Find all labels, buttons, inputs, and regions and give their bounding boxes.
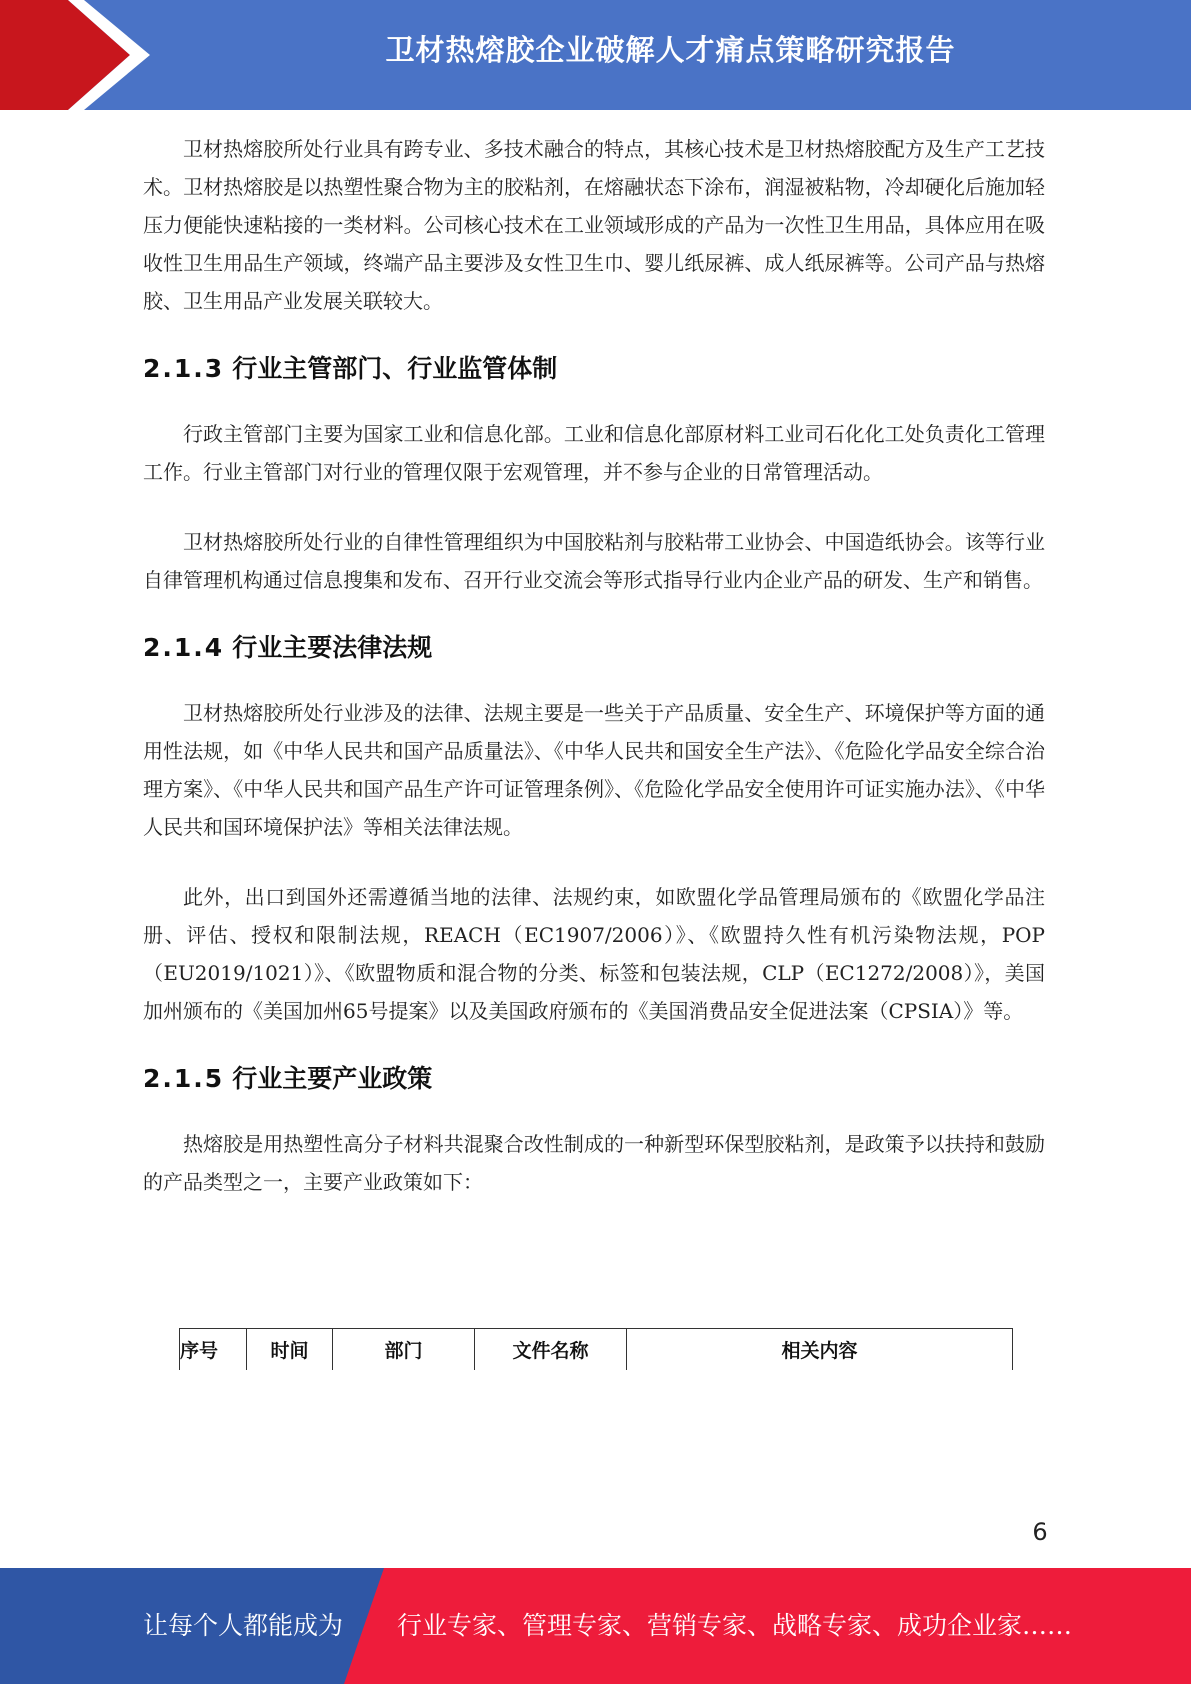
col-header-department: 部门 — [333, 1329, 475, 1371]
paragraph: 卫材热熔胶所处行业涉及的法律、法规主要是一些关于产品质量、安全生产、环境保护等方面的通用性法规，如《中华人民共和国产品质量法》、《中华人民共和国安全生产法》、《危险化学品安全综合治理方案》、《中华人民共和国产品生产许可证管理条例》、《危险化学品安全使用许可证实施办法》、《中华人民共和国环境保护法》等相关法律法规。 — [143, 701, 1045, 839]
col-header-time: 时间 — [247, 1329, 333, 1371]
section-number: 2.1.3 — [143, 354, 225, 383]
page-footer — [0, 1568, 1191, 1684]
col-header-document-name: 文件名称 — [475, 1329, 627, 1371]
paragraph: 行政主管部门主要为国家工业和信息化部。工业和信息化部原材料工业司石化化工处负责化工管理工作。行业主管部门对行业的管理仅限于宏观管理，并不参与企业的日常管理活动。 — [143, 422, 1045, 484]
paragraph: 此外，出口到国外还需遵循当地的法律、法规约束，如欧盟化学品管理局颁布的《欧盟化学品注册、评估、授权和限制法规，REACH（EC1907/2006）》、《欧盟持久性有机污染物法规，POP（EU2019/1021）》、《欧盟物质和混合物的分类、标签和包装法规，CLP（EC1272/2008）》，美国加州颁布的《美国加州65号提案》以及美国政府颁布的《美国消费品安全促进法案（CPSIA）》等。 — [143, 885, 1045, 1023]
table-header-row — [180, 1329, 1013, 1371]
section-title: 行业主要法律法规 — [232, 633, 433, 662]
section-heading-2-1-4 — [143, 628, 1045, 664]
paragraph: 热熔胶是用热塑性高分子材料共混聚合改性制成的一种新型环保型胶粘剂，是政策予以扶持和鼓励的产品类型之一，主要产业政策如下： — [143, 1132, 1045, 1194]
col-header-content: 相关内容 — [627, 1329, 1013, 1371]
section-heading-2-1-3 — [143, 349, 1045, 385]
section-number: 2.1.5 — [143, 1064, 225, 1093]
col-header-index: 序号 — [180, 1329, 247, 1371]
page-number: 6 — [1032, 1518, 1048, 1546]
paragraph: 卫材热熔胶所处行业的自律性管理组织为中国胶粘剂与胶粘带工业协会、中国造纸协会。该等行业自律管理机构通过信息搜集和发布、召开行业交流会等形式指导行业内企业产品的研发、生产和销售。 — [143, 530, 1045, 592]
intro-paragraph: 卫材热熔胶所处行业具有跨专业、多技术融合的特点，其核心技术是卫材热熔胶配方及生产工艺技术。卫材热熔胶是以热塑性聚合物为主的胶粘剂，在熔融状态下涂布，润湿被粘物，冷却硬化后施加轻压力便能快速粘接的一类材料。公司核心技术在工业领域形成的产品为一次性卫生用品，具体应用在吸收性卫生用品生产领域，终端产品主要涉及女性卫生巾、婴儿纸尿裤、成人纸尿裤等。公司产品与热熔胶、卫生用品产业发展关联较大。 — [143, 137, 1045, 313]
page-content — [143, 130, 1045, 1201]
header-arrow-decoration — [0, 0, 150, 110]
policy-table — [179, 1328, 1013, 1370]
section-number: 2.1.4 — [143, 633, 225, 662]
footer-slogan-right: 行业专家、管理专家、营销专家、战略专家、成功企业家…… — [397, 1611, 1073, 1640]
section-title: 行业主管部门、行业监管体制 — [232, 354, 558, 383]
report-title: 卫材热熔胶企业破解人才痛点策略研究报告 — [385, 33, 956, 67]
footer-slogan-left: 让每个人都能成为 — [143, 1611, 344, 1640]
page-header — [0, 0, 1191, 110]
section-heading-2-1-5 — [143, 1059, 1045, 1095]
section-title: 行业主要产业政策 — [232, 1064, 433, 1093]
